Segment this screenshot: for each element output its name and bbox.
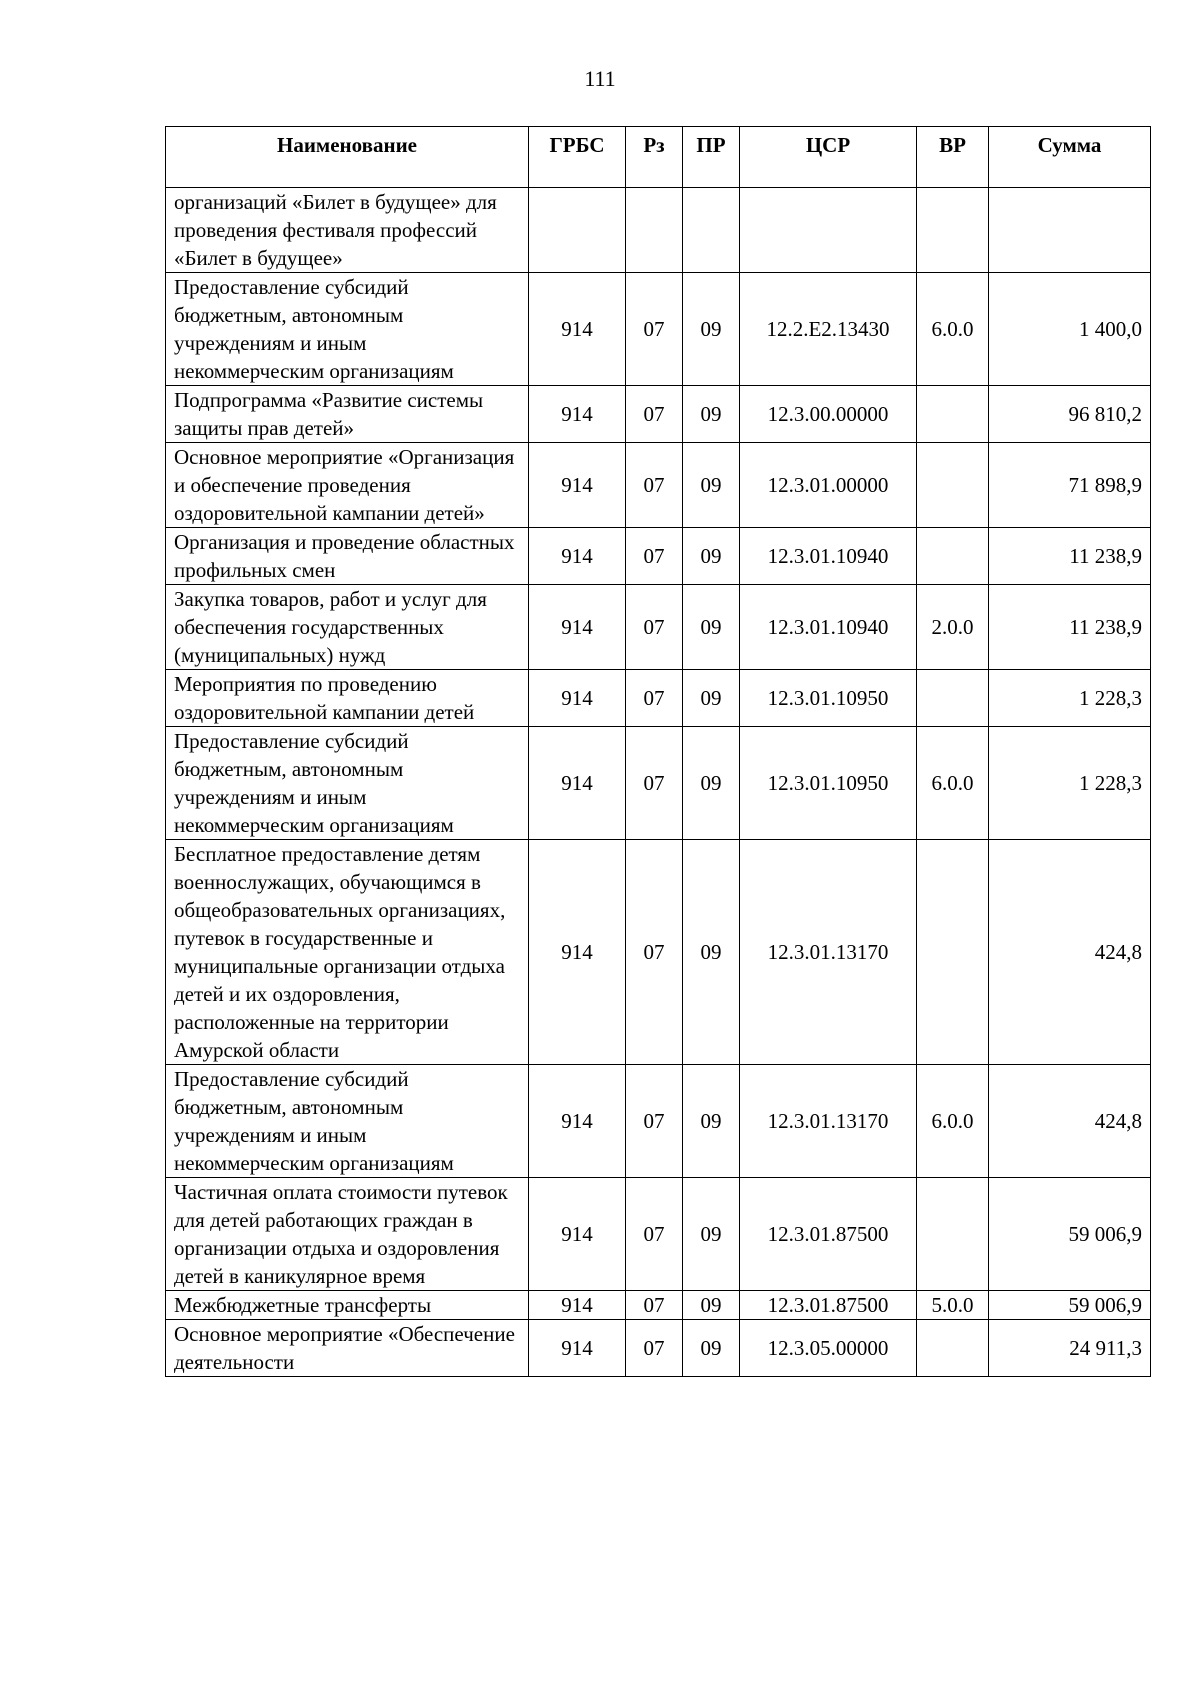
row-sum: 1 228,3: [989, 670, 1151, 727]
row-name: Подпрограмма «Развитие системы защиты прав детей»: [166, 386, 529, 443]
table-row: [166, 840, 1151, 1065]
row-grbs: 914: [529, 1065, 626, 1178]
row-grbs: 914: [529, 1178, 626, 1291]
table-row: [166, 273, 1151, 386]
row-vr: 2.0.0: [917, 585, 989, 670]
row-pr: 09: [683, 727, 740, 840]
row-grbs: 914: [529, 840, 626, 1065]
row-name: организаций «Билет в будущее» для проведения фестиваля профессий «Билет в будущее»: [166, 188, 529, 273]
row-vr: 6.0.0: [917, 727, 989, 840]
row-rz: 07: [626, 727, 683, 840]
column-header-csr: ЦСР: [740, 127, 917, 188]
row-rz: 07: [626, 273, 683, 386]
row-name: Основное мероприятие «Организация и обеспечение проведения оздоровительной кампании детей»: [166, 443, 529, 528]
row-vr: [917, 188, 989, 273]
table-row: [166, 670, 1151, 727]
row-grbs: 914: [529, 273, 626, 386]
row-sum: 59 006,9: [989, 1291, 1151, 1320]
row-vr: [917, 1320, 989, 1377]
column-header-rz: Рз: [626, 127, 683, 188]
row-csr: 12.3.00.00000: [740, 386, 917, 443]
row-csr: 12.2.E2.13430: [740, 273, 917, 386]
row-name: Закупка товаров, работ и услуг для обеспечения государственных (муниципальных) нужд: [166, 585, 529, 670]
row-sum: [989, 188, 1151, 273]
row-csr: 12.3.01.00000: [740, 443, 917, 528]
table-row: [166, 386, 1151, 443]
row-grbs: 914: [529, 443, 626, 528]
table-row: [166, 528, 1151, 585]
row-grbs: 914: [529, 670, 626, 727]
row-name: Основное мероприятие «Обеспечение деятельности: [166, 1320, 529, 1377]
table-row: [166, 585, 1151, 670]
row-sum: 59 006,9: [989, 1178, 1151, 1291]
row-sum: 24 911,3: [989, 1320, 1151, 1377]
row-rz: 07: [626, 585, 683, 670]
row-rz: 07: [626, 840, 683, 1065]
row-grbs: 914: [529, 727, 626, 840]
row-pr: 09: [683, 1065, 740, 1178]
row-rz: 07: [626, 386, 683, 443]
page-number: 111: [584, 66, 616, 91]
row-pr: 09: [683, 273, 740, 386]
column-header-pr: ПР: [683, 127, 740, 188]
row-sum: 424,8: [989, 840, 1151, 1065]
row-rz: 07: [626, 1178, 683, 1291]
table-row: [166, 188, 1151, 273]
row-sum: 1 400,0: [989, 273, 1151, 386]
row-vr: [917, 386, 989, 443]
row-grbs: 914: [529, 1320, 626, 1377]
table-header-row: [166, 127, 1151, 188]
row-vr: [917, 840, 989, 1065]
row-vr: 5.0.0: [917, 1291, 989, 1320]
row-name: Предоставление субсидий бюджетным, автономным учреждениям и иным некоммерческим организациям: [166, 1065, 529, 1178]
row-sum: 11 238,9: [989, 585, 1151, 670]
row-pr: 09: [683, 443, 740, 528]
row-name: Предоставление субсидий бюджетным, автономным учреждениям и иным некоммерческим организациям: [166, 273, 529, 386]
budget-table: [165, 126, 1151, 1377]
row-vr: 6.0.0: [917, 1065, 989, 1178]
row-rz: 07: [626, 670, 683, 727]
row-sum: 1 228,3: [989, 727, 1151, 840]
row-rz: [626, 188, 683, 273]
row-vr: 6.0.0: [917, 273, 989, 386]
row-pr: 09: [683, 1178, 740, 1291]
row-csr: 12.3.01.87500: [740, 1291, 917, 1320]
row-csr: 12.3.01.10940: [740, 585, 917, 670]
row-vr: [917, 670, 989, 727]
column-header-sum: Сумма: [989, 127, 1151, 188]
row-csr: 12.3.01.13170: [740, 840, 917, 1065]
row-vr: [917, 443, 989, 528]
row-sum: 71 898,9: [989, 443, 1151, 528]
row-rz: 07: [626, 528, 683, 585]
row-rz: 07: [626, 443, 683, 528]
row-grbs: [529, 188, 626, 273]
row-pr: 09: [683, 1291, 740, 1320]
column-header-vr: ВР: [917, 127, 989, 188]
row-csr: 12.3.01.10950: [740, 670, 917, 727]
row-pr: 09: [683, 528, 740, 585]
row-rz: 07: [626, 1065, 683, 1178]
row-name: Предоставление субсидий бюджетным, автономным учреждениям и иным некоммерческим организациям: [166, 727, 529, 840]
row-pr: [683, 188, 740, 273]
row-vr: [917, 1178, 989, 1291]
row-csr: [740, 188, 917, 273]
row-csr: 12.3.01.10950: [740, 727, 917, 840]
row-grbs: 914: [529, 1291, 626, 1320]
row-name: Мероприятия по проведению оздоровительной кампании детей: [166, 670, 529, 727]
row-csr: 12.3.01.87500: [740, 1178, 917, 1291]
row-pr: 09: [683, 585, 740, 670]
row-name: Межбюджетные трансферты: [166, 1291, 529, 1320]
row-pr: 09: [683, 1320, 740, 1377]
table-row: [166, 443, 1151, 528]
row-rz: 07: [626, 1320, 683, 1377]
row-pr: 09: [683, 386, 740, 443]
row-name: Частичная оплата стоимости путевок для детей работающих граждан в организации отдыха и оздоровления детей в каникулярное время: [166, 1178, 529, 1291]
row-grbs: 914: [529, 528, 626, 585]
table-row: [166, 727, 1151, 840]
row-sum: 96 810,2: [989, 386, 1151, 443]
row-sum: 424,8: [989, 1065, 1151, 1178]
row-sum: 11 238,9: [989, 528, 1151, 585]
table-row: [166, 1320, 1151, 1377]
column-header-name: Наименование: [166, 127, 529, 188]
row-name: Организация и проведение областных профильных смен: [166, 528, 529, 585]
column-header-grbs: ГРБС: [529, 127, 626, 188]
row-pr: 09: [683, 670, 740, 727]
table-row: [166, 1178, 1151, 1291]
row-name: Бесплатное предоставление детям военнослужащих, обучающимся в общеобразовательных организациях, путевок в государственные и муниципальные организации отдыха детей и их оздоровления, расположенные на территории Амурской области: [166, 840, 529, 1065]
row-csr: 12.3.01.10940: [740, 528, 917, 585]
row-csr: 12.3.05.00000: [740, 1320, 917, 1377]
row-grbs: 914: [529, 585, 626, 670]
row-pr: 09: [683, 840, 740, 1065]
table-row: [166, 1291, 1151, 1320]
row-csr: 12.3.01.13170: [740, 1065, 917, 1178]
row-vr: [917, 528, 989, 585]
row-rz: 07: [626, 1291, 683, 1320]
row-grbs: 914: [529, 386, 626, 443]
table-row: [166, 1065, 1151, 1178]
